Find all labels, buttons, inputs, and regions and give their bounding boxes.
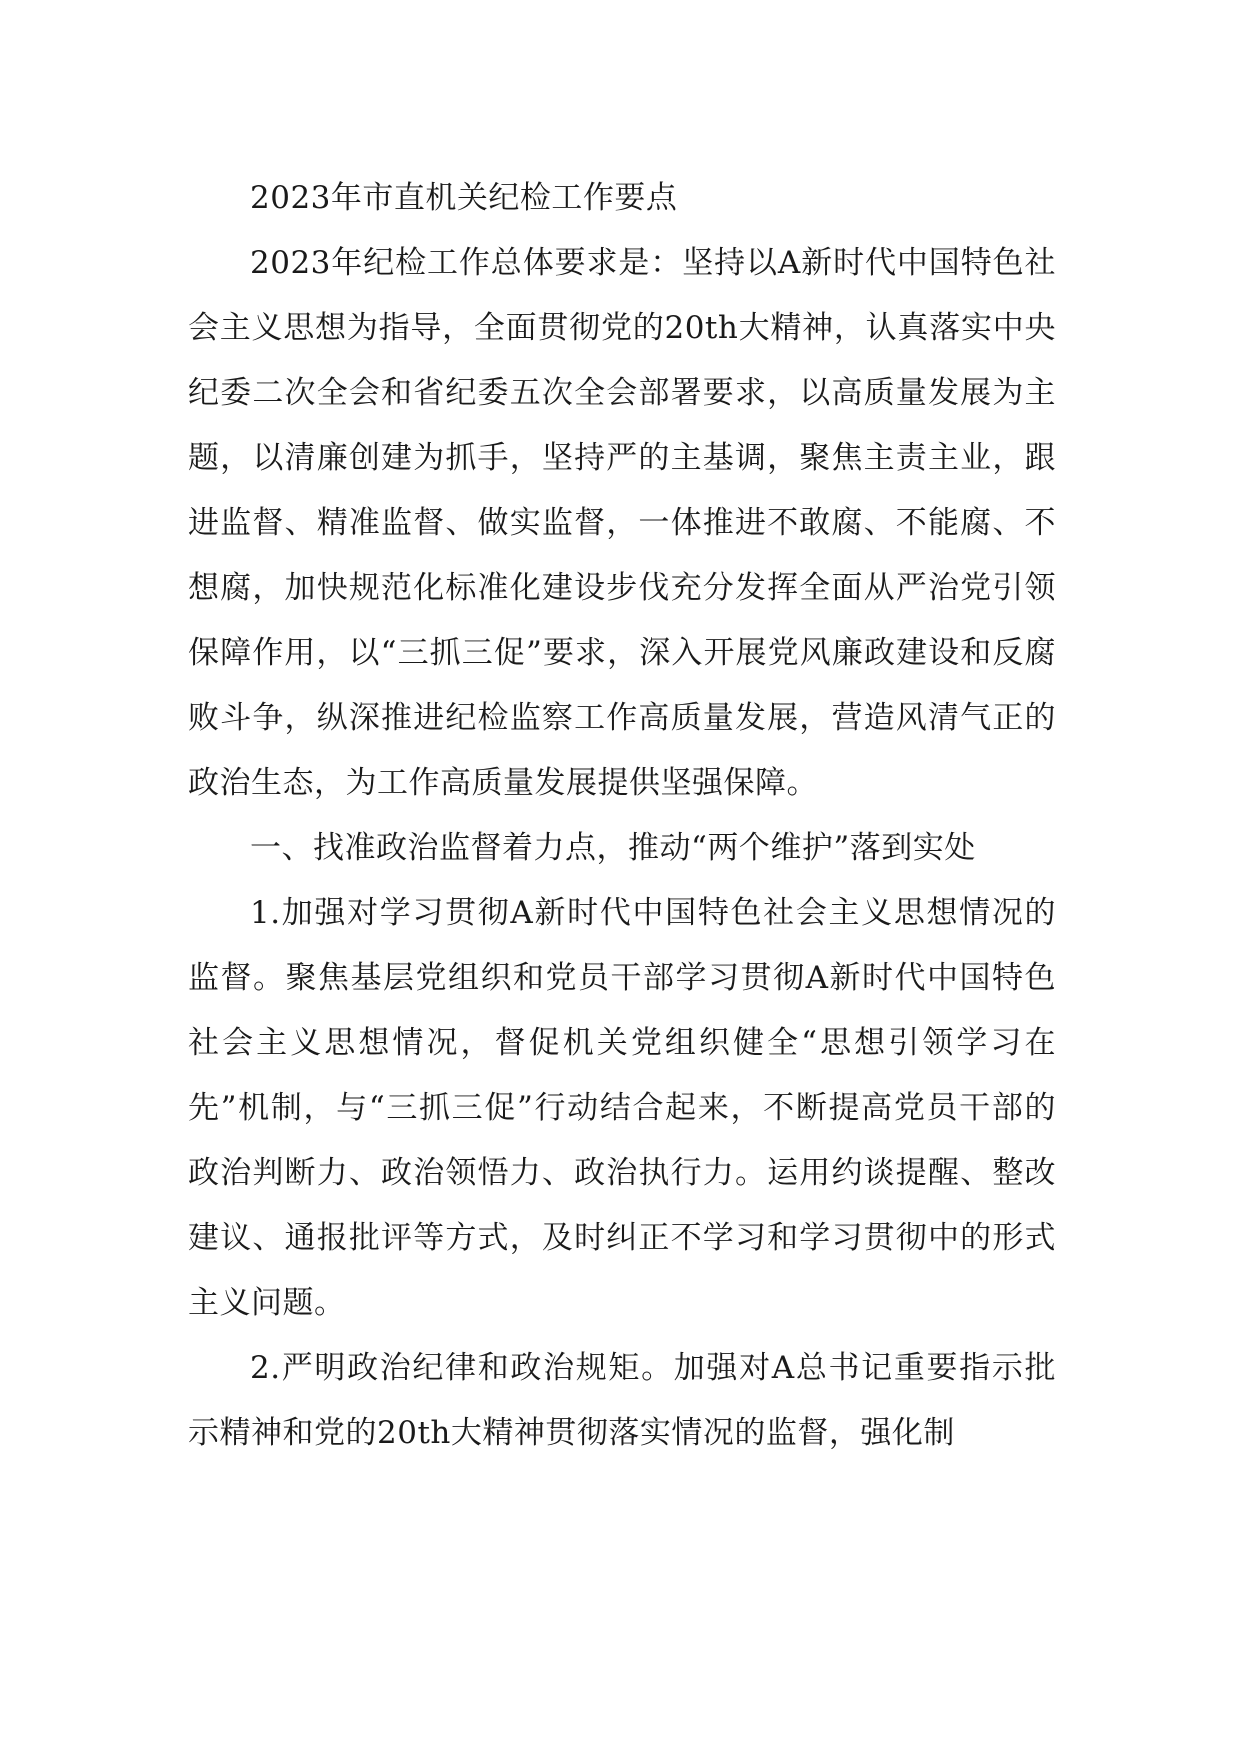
paragraph-item-2: 2.严明政治纪律和政治规矩。加强对A总书记重要指示批示精神和党的20th大精神贯彻落实情况的监督，强化制 xyxy=(188,1350,1056,1451)
paragraph-item-1: 1.加强对学习贯彻A新时代中国特色社会主义思想情况的监督。聚焦基层党组织和党员干部学习贯彻A新时代中国特色社会主义思想情况，督促机关党组织健全“思想引领学习在先”机制，与“三抓三促”行动结合起来，不断提高党员干部的政治判断力、政治领悟力、政治执行力。运用约谈提醒、整改建议、通报批评等方式，及时纠正不学习和学习贯彻中的形式主义问题。 xyxy=(188,895,1056,1321)
section-heading-1: 一、找准政治监督着力点，推动“两个维护”落到实处 xyxy=(250,830,976,866)
paragraph-general-requirements: 2023年纪检工作总体要求是：坚持以A新时代中国特色社会主义思想为指导，全面贯彻党的20th大精神，认真落实中央纪委二次全会和省纪委五次全会部署要求，以高质量发展为主题，以清廉创建为抓手，坚持严的主基调，聚焦主责主业，跟进监督、精准监督、做实监督，一体推进不敢腐、不能腐、不想腐，加快规范化标准化建设步伐充分发挥全面从严治党引领保障作用，以“三抓三促”要求，深入开展党风廉政建设和反腐败斗争，纵深推进纪检监察工作高质量发展，营造风清气正的政治生态，为工作高质量发展提供坚强保障。 xyxy=(188,245,1056,801)
document-title: 2023年市直机关纪检工作要点 xyxy=(250,180,678,216)
document-body xyxy=(188,166,1056,1466)
